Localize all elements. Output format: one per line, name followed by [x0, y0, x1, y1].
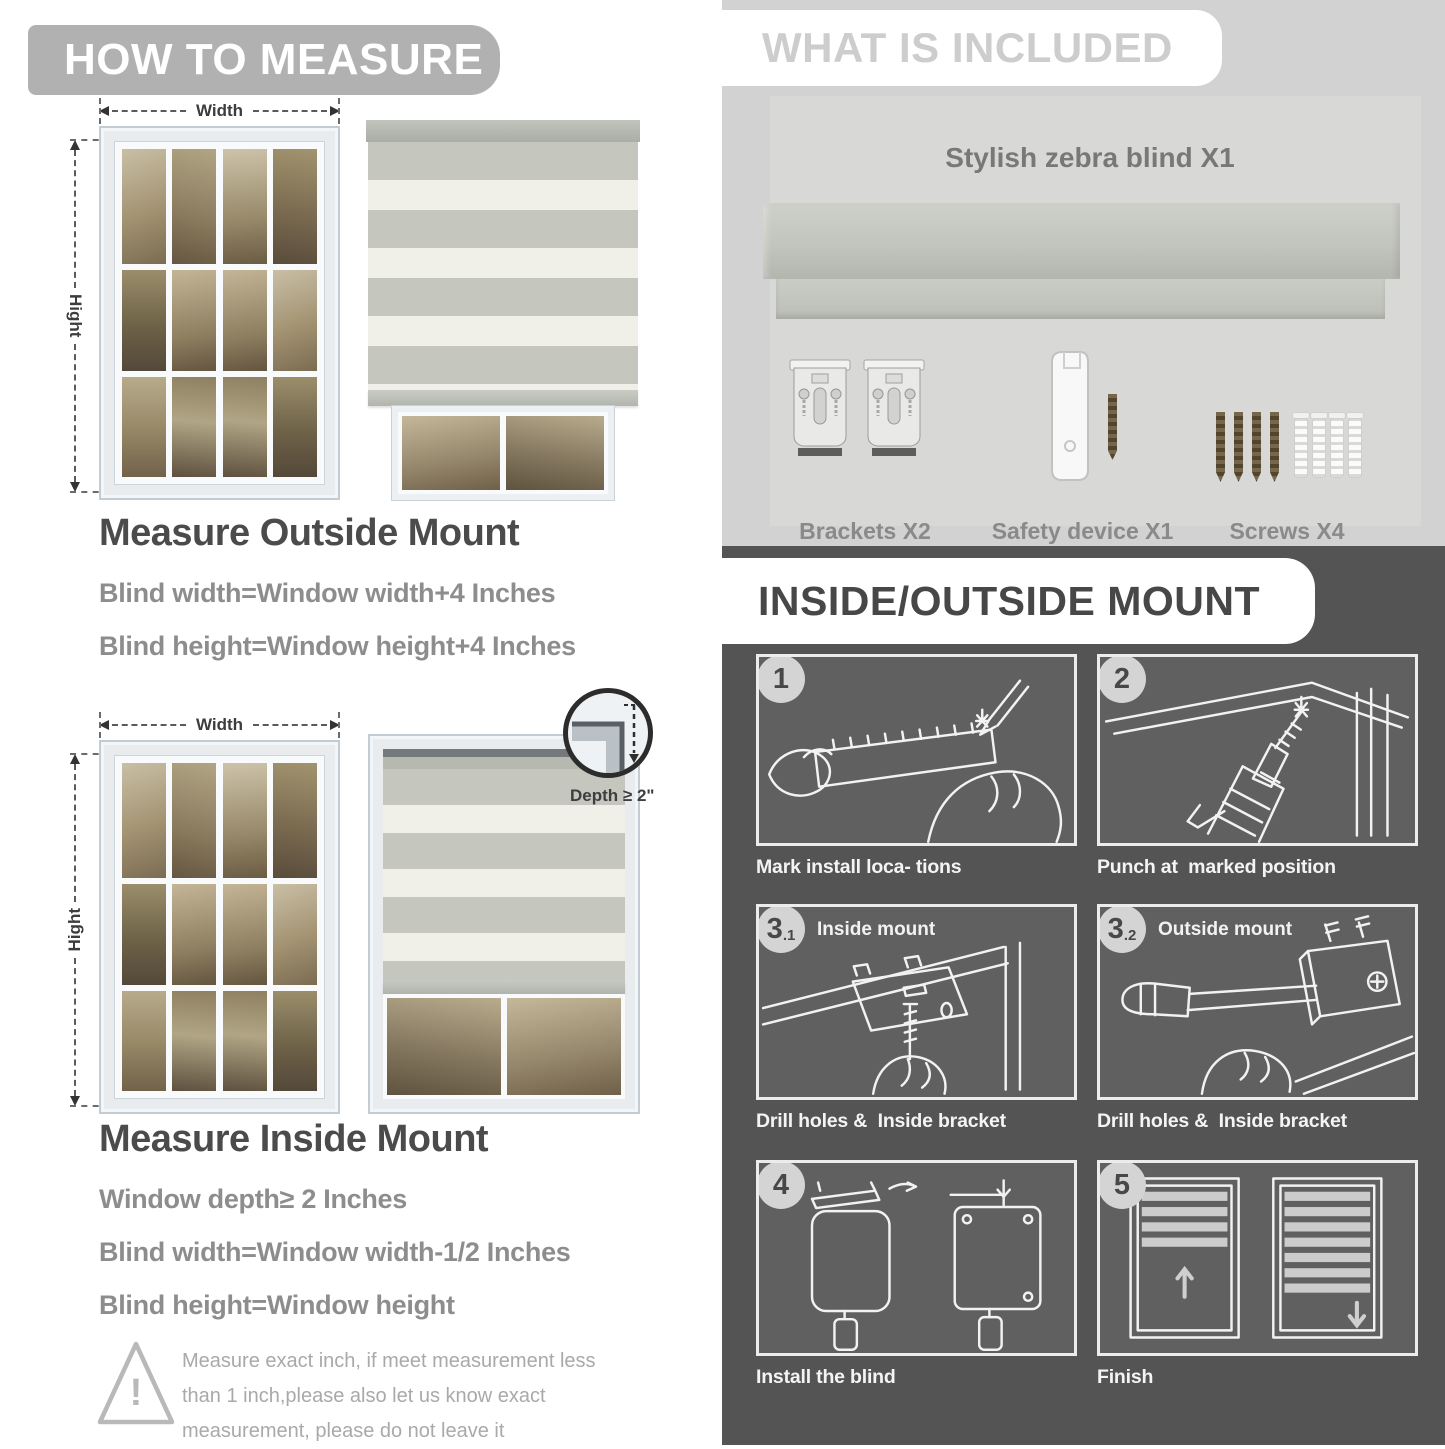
width-dimension-inside: [99, 716, 340, 734]
inside-rule-depth: Window depth≥ 2 Inches: [99, 1184, 407, 1214]
blind-bottom-rail: [368, 390, 638, 406]
product-label: Stylish zebra blind X1: [945, 142, 1235, 173]
window-corner-detail: [568, 693, 653, 778]
step-number-badge: 3 .1: [757, 905, 805, 953]
outside-mount-text-block: [99, 512, 576, 673]
inside-mount-text-block: [99, 1118, 571, 1332]
safety-device-icon: [1048, 348, 1092, 486]
window-right-sash: [223, 763, 317, 1091]
measure-note: Measure exact inch, if meet measurement less than 1 inch,please also let us know exact measurement, please do not leave it: [182, 1350, 596, 1442]
step-3-1: [756, 904, 1071, 1133]
arrow-right-icon: [330, 720, 340, 730]
finish-illustration: [1100, 1163, 1415, 1353]
how-to-measure-header: [28, 25, 500, 95]
window-illustration-outside: [99, 126, 340, 500]
depth-detail-magnifier: [563, 688, 653, 778]
step-3-2-caption: Drill holes & Inside bracket: [1097, 1110, 1347, 1132]
install-blind-illustration: [759, 1163, 1074, 1353]
warning-triangle-icon: [96, 1336, 176, 1430]
drill-punch-illustration: [1100, 657, 1415, 843]
screw-icon: [1216, 412, 1225, 482]
window-left-sash: [122, 149, 216, 477]
exclamation-mark: !: [129, 1372, 143, 1414]
step-3-2-panel: [1097, 904, 1418, 1100]
depth-requirement-label: Depth ≥ 2": [570, 786, 655, 805]
mark-location-illustration: [759, 657, 1074, 843]
height-dimension-outside: [64, 140, 86, 492]
inside-mount-heading: Measure Inside Mount: [99, 1118, 489, 1160]
arrow-down-icon: [70, 1096, 80, 1106]
inside-mount-rules: [99, 1173, 571, 1332]
step-3-1-title: Inside mount: [817, 919, 936, 940]
step-5: [1097, 1160, 1412, 1389]
width-label: Width: [195, 715, 244, 734]
step-1: [756, 654, 1071, 879]
wall-anchor-icon: [1330, 418, 1344, 478]
step-4-caption: Install the blind: [756, 1366, 896, 1388]
window-right-sash: [223, 149, 317, 477]
window-illustration-inside: [99, 740, 340, 1114]
blind-headrail: [366, 120, 640, 142]
blind-bottom-rail: [383, 981, 625, 994]
arrow-up-icon: [70, 140, 80, 150]
outside-mount-rules: [99, 567, 576, 673]
bracket-icon: [862, 356, 926, 468]
step-3-1-panel: [756, 904, 1077, 1100]
what-is-included-title: WHAT IS INCLUDED: [762, 24, 1173, 71]
what-is-included-header: [722, 10, 1222, 86]
how-to-measure-title: HOW TO MEASURE: [64, 35, 484, 84]
brackets-label: Brackets X2: [799, 518, 931, 544]
step-2-caption: Punch at marked position: [1097, 856, 1336, 878]
inside-rule-width: Blind width=Window width-1/2 Inches: [99, 1237, 571, 1267]
window-left-sash: [122, 763, 216, 1091]
mount-title: INSIDE/OUTSIDE MOUNT: [758, 577, 1261, 624]
step-number-badge: 3 .2: [1098, 905, 1146, 953]
step-3-2-title: Outside mount: [1158, 919, 1293, 940]
bottom-rail-image: [776, 279, 1385, 319]
step-number-badge: 4: [757, 1161, 805, 1209]
safety-device-label: Safety device X1: [991, 518, 1174, 544]
height-dimension-inside: [64, 754, 86, 1106]
step-4-panel: [756, 1160, 1077, 1356]
arrow-down-icon: [70, 482, 80, 492]
height-label: Hight: [66, 294, 85, 338]
wall-anchor-icon: [1294, 418, 1308, 478]
step-1-caption: Mark install loca- tions: [756, 856, 962, 878]
step-3-1-caption: Drill holes & Inside bracket: [756, 1110, 1006, 1132]
outside-rule-width: Blind width=Window width+4 Inches: [99, 578, 556, 608]
step-number-badge: 2: [1098, 655, 1146, 703]
step-5-panel: [1097, 1160, 1418, 1356]
headrail-image: [763, 203, 1400, 279]
height-label: Hight: [65, 908, 84, 952]
width-label: Width: [195, 101, 244, 120]
outside-rule-height: Blind height=Window height+4 Inches: [99, 631, 576, 661]
arrow-up-icon: [70, 754, 80, 764]
screw-icon: [1270, 412, 1279, 482]
window-below-blind: [392, 406, 614, 500]
screw-icon: [1252, 412, 1261, 482]
screws-label: Screws X4: [1229, 518, 1345, 544]
step-2: [1097, 654, 1412, 879]
outside-mount-heading: Measure Outside Mount: [99, 512, 520, 554]
mount-header: [722, 558, 1315, 644]
step-3-2: [1097, 904, 1412, 1133]
window-below-blind: [383, 994, 625, 1099]
step-number-badge: 1: [757, 655, 805, 703]
bracket-icon: [788, 356, 852, 468]
arrow-left-icon: [99, 720, 109, 730]
wall-anchor-icon: [1312, 418, 1326, 478]
width-dimension-outside: [99, 102, 340, 120]
wall-anchor-icon: [1348, 418, 1362, 478]
step-5-caption: Finish: [1097, 1366, 1154, 1388]
screw-icon: [1108, 394, 1117, 460]
step-1-panel: [756, 654, 1077, 846]
step-number-badge: 5: [1098, 1161, 1146, 1209]
step-2-panel: [1097, 654, 1418, 846]
arrow-left-icon: [99, 106, 109, 116]
step-4: [756, 1160, 1071, 1389]
zebra-blind-outside-mount: [366, 120, 640, 500]
arrow-right-icon: [330, 106, 340, 116]
inside-rule-height: Blind height=Window height: [99, 1290, 455, 1320]
blind-stripes: [368, 142, 638, 390]
screw-icon: [1234, 412, 1243, 482]
